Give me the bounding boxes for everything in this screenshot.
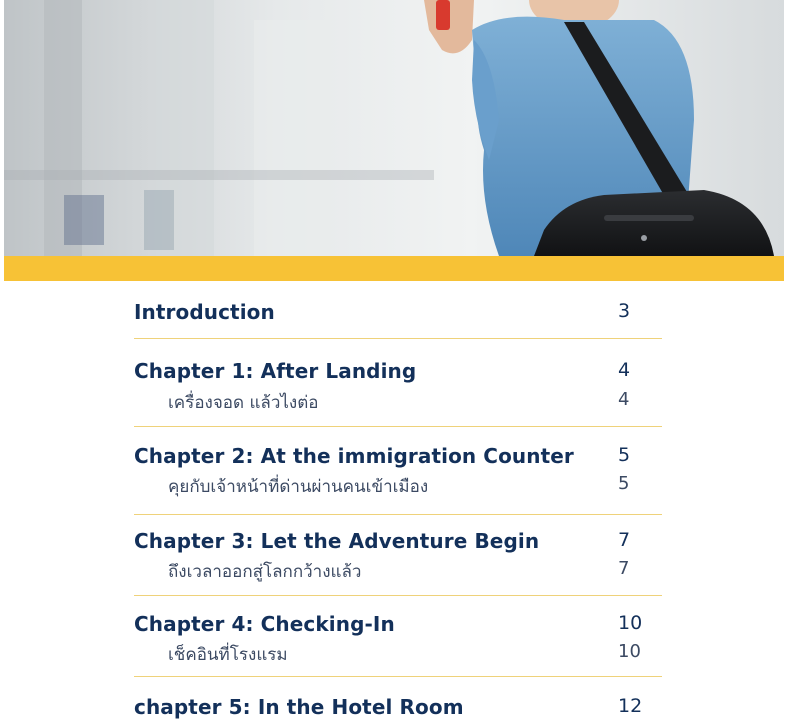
toc-title: chapter 5: In the Hotel Room: [134, 695, 464, 719]
toc-subtitle: ถึงเวลาออกสู่โลกกว้างแล้ว: [168, 562, 362, 582]
toc-title: Introduction: [134, 300, 275, 324]
toc-entry-chapter-4[interactable]: [134, 596, 662, 677]
toc-title: Chapter 4: Checking-In: [134, 612, 395, 636]
toc-subtitle: เช็คอินที่โรงแรม: [168, 645, 288, 665]
toc-title: Chapter 2: At the immigration Counter: [134, 444, 574, 468]
toc-page-number: 5: [618, 444, 631, 466]
hero-photo: [4, 0, 784, 256]
toc-entry-introduction[interactable]: [134, 296, 662, 339]
toc-entry-chapter-1[interactable]: [134, 339, 662, 427]
traveler-photo: [4, 0, 784, 256]
toc-entry-chapter-5[interactable]: [134, 677, 662, 725]
toc-page-number: 7: [618, 529, 631, 551]
toc-entry-chapter-3[interactable]: [134, 515, 662, 596]
toc-page-number: 10: [618, 612, 643, 634]
toc-subtitle: คุยกับเจ้าหน้าที่ด่านผ่านคนเข้าเมือง: [168, 477, 429, 497]
toc-title: Chapter 1: After Landing: [134, 359, 417, 383]
toc-title: Chapter 3: Let the Adventure Begin: [134, 529, 540, 553]
table-of-contents: [134, 296, 662, 725]
toc-subtitle-page-number: 10: [618, 641, 641, 662]
toc-page-number: 4: [618, 359, 631, 381]
toc-page-number: 3: [618, 300, 631, 322]
toc-subtitle: เครื่องจอด แล้วไงต่อ: [168, 393, 319, 413]
toc-subtitle-page-number: 5: [618, 473, 630, 494]
toc-page-number: 12: [618, 695, 643, 717]
accent-bar: [4, 256, 784, 281]
toc-entry-chapter-2[interactable]: [134, 427, 662, 515]
toc-subtitle-page-number: 7: [618, 558, 630, 579]
toc-subtitle-page-number: 4: [618, 389, 630, 410]
